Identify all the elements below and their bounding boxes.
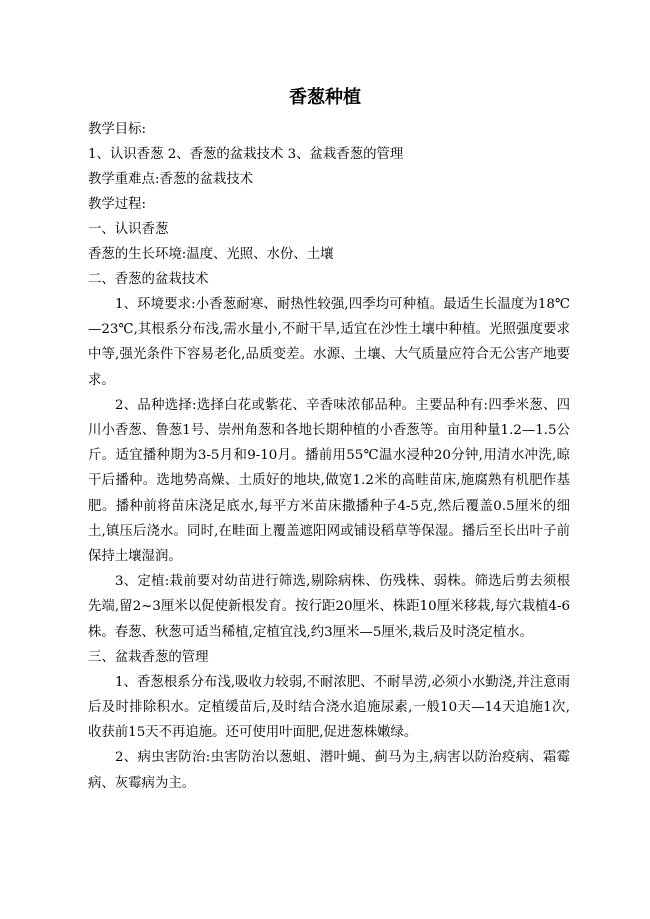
section-heading-1: 一、认识香葱 <box>88 222 169 237</box>
document-title: 香葱种植 <box>289 87 361 108</box>
key-difficult-points: 教学重难点:香葱的盆栽技术 <box>88 172 254 187</box>
teaching-process-heading: 教学过程: <box>88 197 147 212</box>
teaching-goal-items: 1、认识香葱 2、香葱的盆栽技术 3、盆栽香葱的管理 <box>88 147 404 162</box>
section-heading-2: 二、香葱的盆栽技术 <box>88 272 209 287</box>
paragraph-planting: 3、定植:栽前要对幼苗进行筛选,剔除病株、伤残株、弱株。筛选后剪去须根先端,留2~3厘米以促使新根发育。按行距20厘米、株距10厘米移栽,每穴栽植4-6株。春葱、秋葱可适当稀植,定植宜浅,约3厘米—5厘米,栽后及时浇定植水。 <box>88 574 570 640</box>
paragraph-environment-requirements: 1、环境要求:小香葱耐寒、耐热性较强,四季均可种植。最适生长温度为18℃—23℃,其根系分布浅,需水量小,不耐干旱,适宜在沙性土壤中种植。光照强度要求中等,强光条件下容易老化,品质变差。水源、土壤、大气质量应符合无公害产地要求。 <box>88 297 570 388</box>
paragraph-pest-control: 2、病虫害防治:虫害防治以葱蛆、潜叶蝇、蓟马为主,病害以防治疫病、霜霉病、灰霉病为主。 <box>88 750 570 791</box>
paragraph-variety-selection: 2、品种选择:选择白花或紫花、辛香味浓郁品种。主要品种有:四季米葱、四川小香葱、鲁葱1号、崇州角葱和各地长期种植的小香葱等。亩用种量1.2—1.5公斤。适宜播种期为3-5月和9-10月。播前用55℃温水浸种20分钟,用清水冲洗,晾干后播种。选地势高燥、土质好的地块,做宽1.2米的高畦苗床,施腐熟有机肥作基肥。播种前将苗床浇足底水,每平方米苗床撒播种子4-5克,然后覆盖0.5厘米的细土,镇压后浇水。同时,在畦面上覆盖遮阳网或铺设稻草等保湿。播后至长出叶子前保持土壤湿润。 <box>88 397 570 565</box>
teaching-goal-heading: 教学目标: <box>88 122 147 137</box>
section-heading-3: 三、盆栽香葱的管理 <box>88 649 209 665</box>
growth-environment-line: 香葱的生长环境:温度、光照、水份、土壤 <box>88 247 334 262</box>
document-body <box>88 117 570 796</box>
paragraph-management: 1、香葱根系分布浅,吸收力较弱,不耐浓肥、不耐旱涝,必须小水勤浇,并注意雨后及时排除积水。定植缓苗后,及时结合浇水追施尿素,一般10天—14天追施1次,收获前15天不再追施。还可使用叶面肥,促进葱株嫩绿。 <box>88 674 570 741</box>
